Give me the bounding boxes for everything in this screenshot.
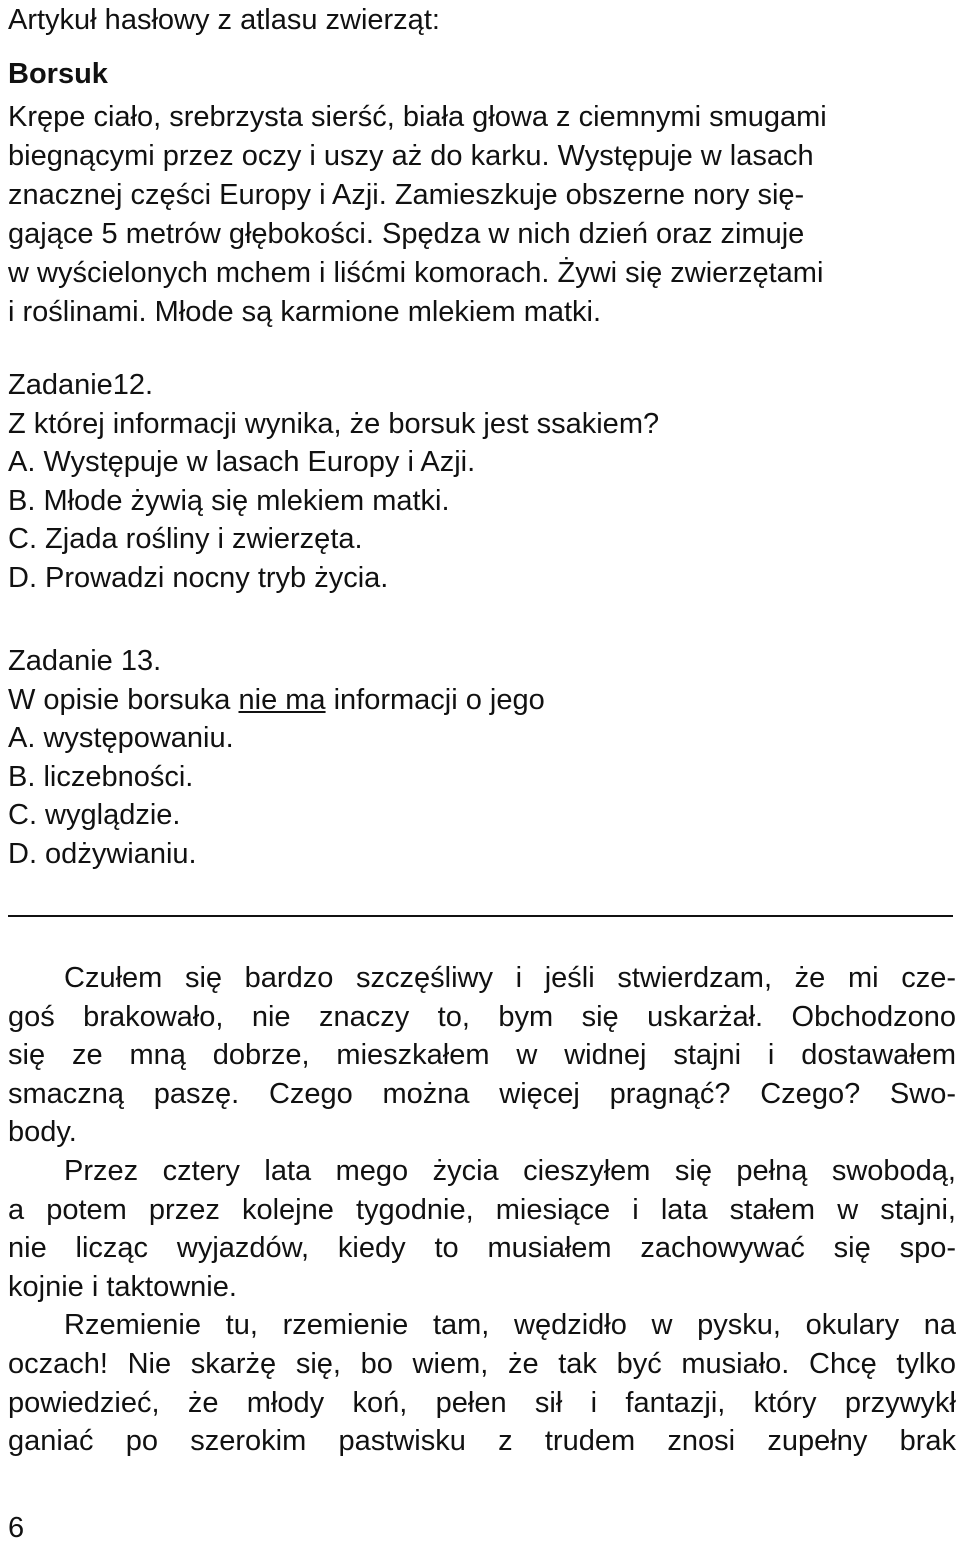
story-line: goś brakowało, nie znaczy to, bym się uskarżał. Obchodzono — [8, 1000, 956, 1033]
task-12-option-a: A. Występuje w lasach Europy i Azji. — [8, 446, 476, 478]
task-13-option-d: D. odżywianiu. — [8, 837, 197, 870]
section-divider — [8, 915, 953, 917]
intro-caption: Artykuł hasłowy z atlasu zwierząt: — [8, 4, 440, 36]
task-12-option-c: C. Zjada rośliny i zwierzęta. — [8, 523, 363, 555]
article-line: Krępe ciało, srebrzysta sierść, biała głowa z ciemnymi smugami — [8, 101, 827, 133]
story-text — [8, 959, 956, 1461]
task-13-option-b: B. liczebności. — [8, 760, 194, 793]
page-number: 6 — [8, 1512, 25, 1544]
article-line: biegnącymi przez oczy i uszy aż do karku. Występuje w lasach — [8, 140, 814, 172]
story-line: Przez cztery lata mego życia cieszyłem się pełną swobodą, — [64, 1154, 956, 1187]
story-line: się ze mną dobrze, mieszkałem w widnej stajni i dostawałem — [8, 1039, 956, 1072]
task-12-option-b: B. Młode żywią się mlekiem matki. — [8, 484, 450, 517]
story-line: Czułem się bardzo szczęśliwy i jeśli stwierdzam, że mi cze- — [64, 962, 956, 994]
story-line: a potem przez kolejne tygodnie, miesiące i lata stałem w stajni, — [8, 1193, 956, 1226]
article-line: znacznej części Europy i Azji. Zamieszkuje obszerne nory się- — [8, 179, 805, 211]
task-13-question — [8, 681, 948, 720]
task-12-option-d: D. Prowadzi nocny tryb życia. — [8, 561, 389, 594]
task-13-question-end: informacji o jego — [325, 683, 545, 716]
story-line: nie licząc wyjazdów, kiedy to musiałem zachowywać się spo- — [8, 1232, 956, 1265]
article-heading: Borsuk — [8, 58, 108, 90]
story-line: Rzemienie tu, rzemienie tam, wędzidło w pysku, okulary na — [64, 1309, 956, 1342]
task-13-question-emphasis: nie ma — [238, 683, 326, 716]
task-12-question: Z której informacji wynika, że borsuk jest ssakiem? — [8, 407, 660, 440]
article-body — [8, 98, 958, 332]
story-line: smaczną paszę. Czego można więcej pragnąć? Czego? Swo- — [8, 1077, 956, 1110]
article-line: i roślinami. Młode są karmione mlekiem matki. — [8, 296, 602, 328]
task-13 — [8, 642, 948, 873]
story-line: body. — [8, 1116, 77, 1149]
article-line: gające 5 metrów głębokości. Spędza w nich dzień oraz zimuje — [8, 218, 805, 250]
task-13-option-a: A. występowaniu. — [8, 722, 234, 754]
story-line: ganiać po szerokim pastwisku z trudem znosi zupełny brak — [8, 1425, 956, 1458]
task-13-option-c: C. wyglądzie. — [8, 799, 181, 831]
story-line: oczach! Nie skarżę się, bo wiem, że tak być musiało. Chcę tylko — [8, 1347, 956, 1380]
story-line: kojnie i taktownie. — [8, 1270, 237, 1303]
task-12 — [8, 366, 948, 597]
task-13-question-start: W opisie borsuka — [8, 683, 239, 716]
task-13-title: Zadanie 13. — [8, 645, 162, 677]
article-line: w wyścielonych mchem i liśćmi komorach. Żywi się zwierzętami — [8, 257, 824, 289]
task-12-title: Zadanie12. — [8, 369, 154, 401]
story-line: powiedzieć, że młody koń, pełen sił i fantazji, który przywykł — [8, 1386, 956, 1419]
